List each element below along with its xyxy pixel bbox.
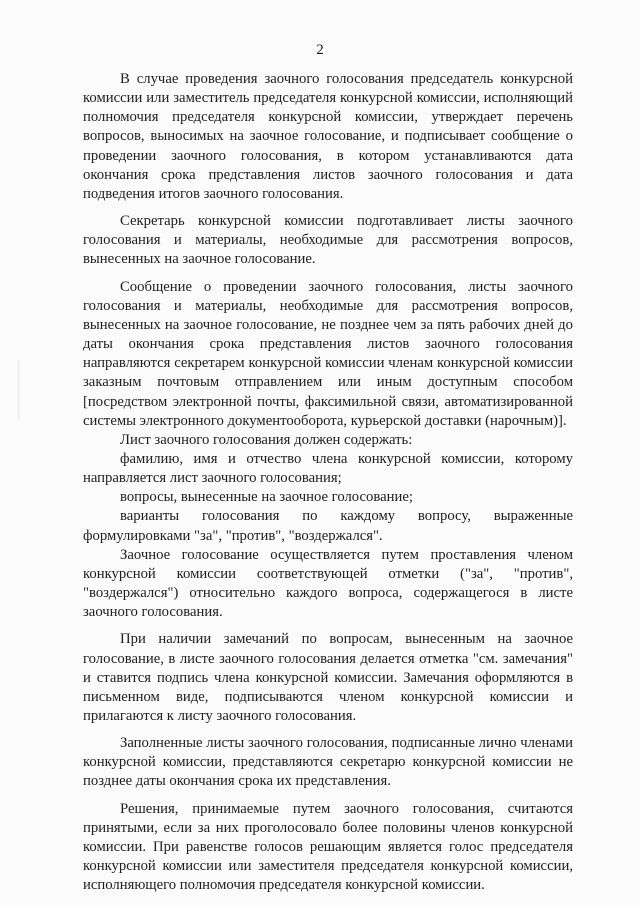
paragraph-ballot-contents-intro: Лист заочного голосования должен содержать: xyxy=(120,431,413,448)
paragraph-voting-procedure: В случае проведения заочного голосования председатель конкурсной комиссии или заместитель председателя конкурсной комиссии, исполняющий полномочия председателя конкурсной комиссии, утверждает перечень вопросов, выносимых на заочное голосование, и подписывает сообщение о проведении заочного голосования, в котором устанавливаются дата окончания срока представления листов заочного голосования и дата подведения итогов заочного голосования. xyxy=(83,71,573,202)
scan-margin-mark xyxy=(18,360,19,420)
paragraph-remarks: При наличии замечаний по вопросам, вынесенным на заочное голосование, в листе заочного голосования делается отметка "см. замечания" и ставится подпись члена конкурсной комиссии. Замечания оформляются в письменном виде, подписываются членом конкурсной комиссии и прилагаются к листу заочного голосования. xyxy=(83,631,573,724)
paragraph-submission: Заполненные листы заочного голосования, подписанные лично членами конкурсной комиссии, представляются секретарю конкурсной комиссии не позднее даты окончания срока их представления. xyxy=(83,735,573,790)
paragraph-decision-rule: Решения, принимаемые путем заочного голосования, считаются принятыми, если за них проголосовало более половины членов конкурсной комиссии. При равенстве голосов решающим является голос председателя конкурсной комиссии или заместителя председателя конкурсной комиссии, исполняющего полномочия председателя конкурсной комиссии. xyxy=(83,800,573,894)
paragraph-notification-delivery: Сообщение о проведении заочного голосования, листы заочного голосования и материалы, необходимые для рассмотрения вопросов, вынесенных на заочное голосование, не позднее чем за пять рабочих дней до даты окончания срока представления листов заочного голосования направляются секретарем конкурсной комиссии членам конкурсной комиссии заказным почтовым отправлением или иным доступным способом [посредством электронной почты, факсимильной связи, автоматизированной системы электронного документооборота, курьерской доставки (нарочным)]. xyxy=(83,278,573,429)
document-body xyxy=(83,70,573,895)
page-number: 2 xyxy=(316,42,324,58)
paragraph-secretary-preparation: Секретарь конкурсной комиссии подготавливает листы заочного голосования и материалы, необходимые для рассмотрения вопросов, вынесенных на заочное голосование. xyxy=(83,213,573,268)
paragraph-ballot-questions: вопросы, вынесенные на заочное голосование; xyxy=(120,489,413,506)
paragraph-ballot-options: варианты голосования по каждому вопросу, выраженные формулировками "за", "против", "воздержался". xyxy=(83,508,573,544)
paragraph-voting-method: Заочное голосование осуществляется путем проставления членом конкурсной комиссии соответствующей отметки ("за", "против", "воздержался") относительно каждого вопроса, содержащегося в листе заочного голосования. xyxy=(83,546,573,621)
paragraph-ballot-member-name: фамилию, имя и отчество члена конкурсной комиссии, которому направляется лист заочного голосования; xyxy=(83,450,573,487)
